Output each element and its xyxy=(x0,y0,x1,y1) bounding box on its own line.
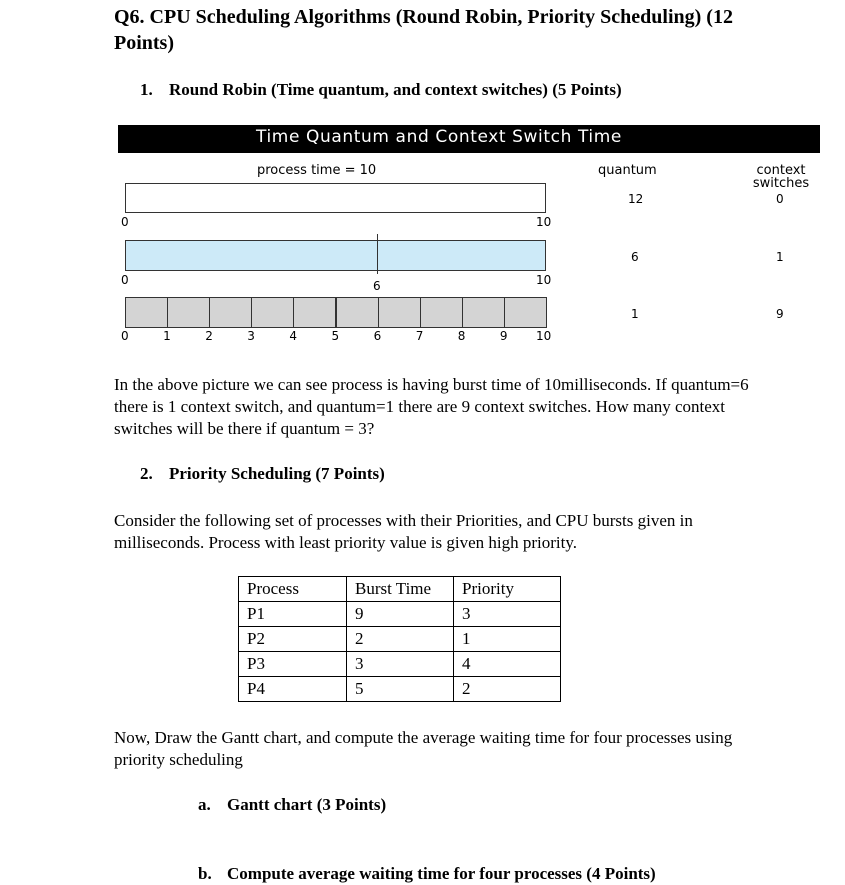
time-unit-block xyxy=(420,297,463,328)
table-cell-priority: 3 xyxy=(454,602,561,627)
table-header-row xyxy=(239,577,561,602)
paragraph3-line1: Now, Draw the Gantt chart, and compute the average waiting time for four processes using xyxy=(114,728,733,747)
paragraph1-line2: there is 1 context switch, and quantum=1 there are 9 context switches. How many context xyxy=(114,397,726,416)
tick-label: 10 xyxy=(536,329,552,343)
part-b-text: Compute average waiting time for four processes (4 Points) xyxy=(227,864,656,883)
section1-number: 1. xyxy=(140,80,153,99)
row1-end-label: 10 xyxy=(536,215,552,229)
tick-label: 8 xyxy=(457,329,466,343)
table-cell-burst: 9 xyxy=(347,602,454,627)
table-row xyxy=(239,602,561,627)
table-cell-process: P3 xyxy=(239,652,347,677)
paragraph1-line1: In the above picture we can see process is having burst time of 10milliseconds. If quantum=6 xyxy=(114,375,749,394)
table-cell-priority: 2 xyxy=(454,677,561,702)
question-title xyxy=(114,4,814,56)
table-cell-process: P1 xyxy=(239,602,347,627)
row3-switches: 9 xyxy=(776,307,784,321)
table-cell-process: P2 xyxy=(239,627,347,652)
table-header-priority: Priority xyxy=(454,577,561,602)
process-time-label: process time = 10 xyxy=(257,163,377,178)
time-unit-block xyxy=(251,297,294,328)
table-cell-burst: 5 xyxy=(347,677,454,702)
row2-start-label: 0 xyxy=(121,273,129,287)
row3-quantum: 1 xyxy=(631,307,639,321)
round-robin-paragraph xyxy=(114,374,814,440)
tick-label: 2 xyxy=(205,329,213,343)
time-unit-block xyxy=(167,297,210,328)
time-unit-block xyxy=(125,297,168,328)
priority-paragraph xyxy=(114,510,814,554)
context-switches-header xyxy=(742,164,820,190)
context-header-line1: context xyxy=(756,163,806,178)
tick-label: 3 xyxy=(247,329,255,343)
row1-quantum: 12 xyxy=(628,192,644,206)
part-a-label: a. xyxy=(198,795,211,814)
row2-switches: 1 xyxy=(776,250,784,264)
question-title-line2: Points) xyxy=(114,32,174,54)
table-cell-priority: 1 xyxy=(454,627,561,652)
tick-label: 4 xyxy=(289,329,298,343)
table-header-burst-time: Burst Time xyxy=(347,577,454,602)
time-unit-block xyxy=(336,297,379,328)
table-cell-priority: 4 xyxy=(454,652,561,677)
tick-label: 7 xyxy=(415,329,424,343)
paragraph3-line2: priority scheduling xyxy=(114,750,243,769)
timeline-bar-quantum-12 xyxy=(125,183,546,213)
table-cell-burst: 3 xyxy=(347,652,454,677)
row1-switches: 0 xyxy=(776,192,784,206)
figure-banner xyxy=(118,125,820,153)
tick-label: 0 xyxy=(121,329,129,343)
paragraph2-line2: milliseconds. Process with least priority value is given high priority. xyxy=(114,533,578,552)
gantt-instructions xyxy=(114,727,814,771)
context-header-line2: switches xyxy=(752,176,810,191)
time-unit-block xyxy=(504,297,547,328)
timeline-bar-quantum-6 xyxy=(125,240,546,271)
row2-end-label: 10 xyxy=(536,273,552,287)
time-unit-block xyxy=(293,297,336,328)
time-unit-block xyxy=(462,297,505,328)
question-title-line1: Q6. CPU Scheduling Algorithms (Round Robin, Priority Scheduling) (12 xyxy=(114,6,733,28)
tick-label: 1 xyxy=(163,329,171,343)
tick-label: 9 xyxy=(499,329,508,343)
row2-mid-label: 6 xyxy=(373,279,381,293)
paragraph1-line3: switches will be there if quantum = 3? xyxy=(114,419,375,438)
process-table xyxy=(238,576,561,702)
time-unit-block xyxy=(209,297,252,328)
section2-number: 2. xyxy=(140,464,153,483)
section2-heading: Priority Scheduling (7 Points) xyxy=(169,464,385,483)
time-unit-block xyxy=(378,297,421,328)
table-header-process: Process xyxy=(239,577,347,602)
tick-label: 5 xyxy=(331,329,340,343)
table-row xyxy=(239,652,561,677)
table-cell-process: P4 xyxy=(239,677,347,702)
paragraph2-line1: Consider the following set of processes with their Priorities, and CPU bursts given in xyxy=(114,511,693,530)
table-cell-burst: 2 xyxy=(347,627,454,652)
row2-quantum: 6 xyxy=(631,250,639,264)
section1-heading: Round Robin (Time quantum, and context switches) (5 Points) xyxy=(169,80,622,99)
timeline-ticks xyxy=(0,329,845,345)
quantum-header: quantum xyxy=(598,163,657,178)
timeline-bar-quantum-1 xyxy=(125,297,546,328)
tick-label: 6 xyxy=(373,329,382,343)
row2-split-line xyxy=(377,234,378,274)
table-row xyxy=(239,677,561,702)
figure-banner-text: Time Quantum and Context Switch Time xyxy=(256,127,622,147)
table-row xyxy=(239,627,561,652)
part-b-label: b. xyxy=(198,864,212,883)
row1-start-label: 0 xyxy=(121,215,129,229)
part-a-text: Gantt chart (3 Points) xyxy=(227,795,387,814)
